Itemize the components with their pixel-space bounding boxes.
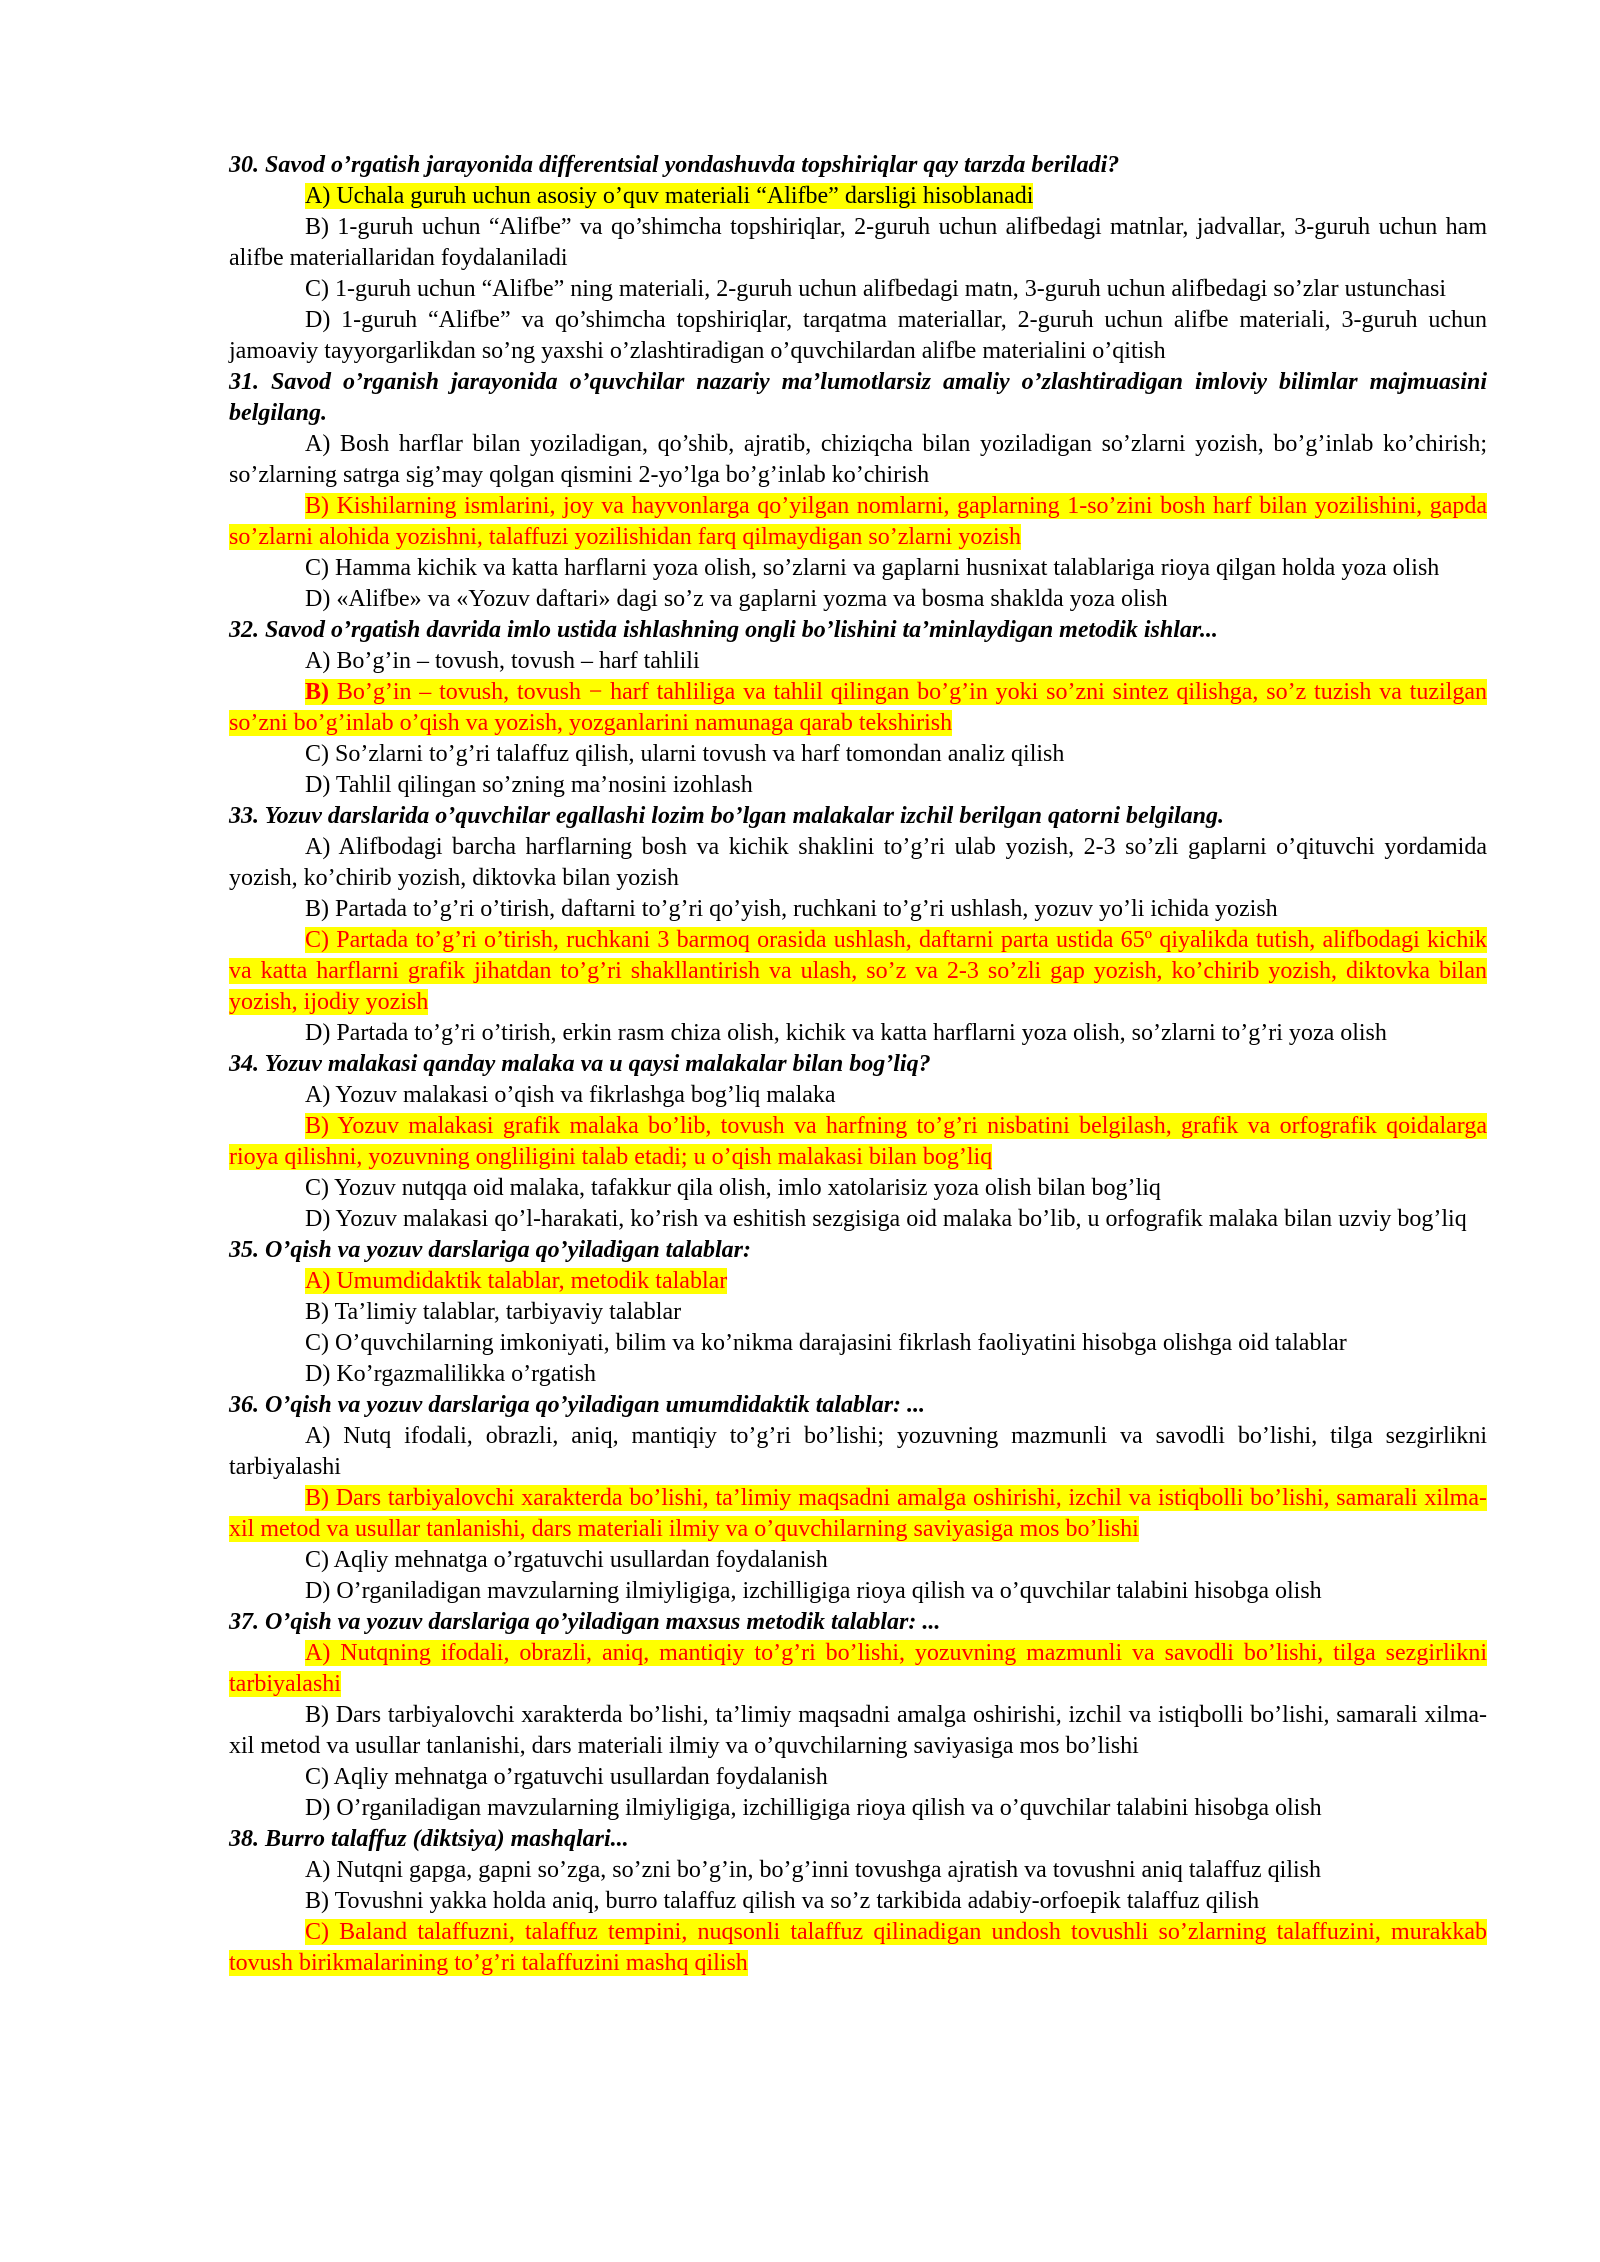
- question-title: 36. O’qish va yozuv darslariga qo’yiladigan umumdidaktik talablar: ...: [229, 1392, 926, 1418]
- answer-option-highlighted: [229, 925, 1487, 1018]
- answer-option: A) Yozuv malakasi o’qish va fikrlashga bog’liq malaka: [305, 1082, 836, 1108]
- answer-option-highlighted: [229, 1638, 1487, 1700]
- answer-option-highlighted: [229, 1111, 1487, 1173]
- answer-option: A) Bosh harflar bilan yoziladigan, qo’shib, ajratib, chiziqcha bilan yoziladigan so’zlarni yozish, bo’g’inlab ko’chirish; so’zlarning satrga sig’may qolgan qismini 2-yo’lga bo’g’inlab ko’chirish: [229, 431, 1487, 488]
- answer-option: D) Tahlil qilingan so’zning ma’nosini izohlash: [305, 772, 753, 798]
- answer-option: D) 1-guruh “Alifbe” va qo’shimcha topshiriqlar, tarqatma materiallar, 2-guruh uchun alifbe materiali, 3-guruh uchun jamoaviy tayyorgarlikdan so’ng yaxshi o’zlashtiradigan o’quvchilardan alifbe materialini o’qitish: [229, 307, 1487, 364]
- answer-option-highlighted: [229, 1266, 1487, 1297]
- answer-option: C) Hamma kichik va katta harflarni yoza olish, so’zlarni va gaplarni husnixat talablariga rioya qilgan holda yoza olish: [305, 555, 1440, 581]
- question-title: 35. O’qish va yozuv darslariga qo’yiladigan talablar:: [229, 1237, 752, 1263]
- highlighted-text: B) Bo’g’in – tovush, tovush − harf tahliliga va tahlil qilingan bo’g’in yoki so’zni sintez qilishga, so’z tuzish va tuzilgan so’zni bo’g’inlab o’qish va yozish, yozganlarini namunaga qarab tekshirish: [229, 679, 1487, 736]
- highlighted-text: A) Umumdidaktik talablar, metodik talablar: [305, 1268, 728, 1294]
- document-page: [229, 150, 1487, 1979]
- question-title: 38. Burro talaffuz (diktsiya) mashqlari...: [229, 1826, 629, 1852]
- answer-option: C) Aqliy mehnatga o’rgatuvchi usullardan foydalanish: [305, 1764, 828, 1790]
- answer-option: C) So’zlarni to’g’ri talaffuz qilish, ularni tovush va harf tomondan analiz qilish: [305, 741, 1065, 767]
- answer-option: A) Nutq ifodali, obrazli, aniq, mantiqiy to’g’ri bo’lishi; yozuvning mazmunli va savodli bo’lishi, tilga sezgirlikni tarbiyalashi: [229, 1423, 1487, 1480]
- answer-option-highlighted: [229, 1483, 1487, 1545]
- highlighted-text: B) Dars tarbiyalovchi xarakterda bo’lishi, ta’limiy maqsadni amalga oshirishi, izchil va istiqbolli bo’lishi, samarali xilma-xil metod va usullar tanlanishi, dars materiali ilmiy va o’quvchilarning saviyasiga mos bo’lishi: [229, 1485, 1487, 1542]
- highlighted-text: B) Yozuv malakasi grafik malaka bo’lib, tovush va harfning to’g’ri nisbatini belgilash, grafik va orfografik qoidalarga rioya qilishni, yozuvning ongliligini talab etadi; u o’qish malakasi bilan bog’liq: [229, 1113, 1487, 1170]
- answer-option: A) Bo’g’in – tovush, tovush – harf tahlili: [305, 648, 700, 674]
- question-title: 34. Yozuv malakasi qanday malaka va u qaysi malakalar bilan bog’liq?: [229, 1051, 931, 1077]
- highlighted-text: C) Partada to’g’ri o’tirish, ruchkani 3 barmoq orasida ushlash, daftarni parta ustida 65º qiyalikda tutish, alifbodagi kichik va katta harflarni grafik jihatdan to’g’ri shakllantirish va ulash, so’z va 2-3 so’zli gap yozish, ko’chirib yozish, diktovka bilan yozish, ijodiy yozish: [229, 927, 1487, 1015]
- question-title: 37. O’qish va yozuv darslariga qo’yiladigan maxsus metodik talablar: ...: [229, 1609, 941, 1635]
- answer-option: D) Ko’rgazmalilikka o’rgatish: [305, 1361, 597, 1387]
- answer-option: C) Yozuv nutqqa oid malaka, tafakkur qila olish, imlo xatolarisiz yoza olish bilan bog’liq: [305, 1175, 1161, 1201]
- answer-option: D) Partada to’g’ri o’tirish, erkin rasm chiza olish, kichik va katta harflarni yoza olish, so’zlarni to’g’ri yoza olish: [305, 1020, 1387, 1046]
- answer-option: B) Partada to’g’ri o’tirish, daftarni to’g’ri qo’yish, ruchkani to’g’ri ushlash, yozuv yo’li ichida yozish: [305, 896, 1278, 922]
- answer-option-highlighted: [229, 677, 1487, 739]
- answer-option: C) O’quvchilarning imkoniyati, bilim va ko’nikma darajasini fikrlash faoliyatini hisobga olishga oid talablar: [305, 1330, 1347, 1356]
- question-title: 30. Savod o’rgatish jarayonida differentsial yondashuvda topshiriqlar qay tarzda beriladi?: [229, 152, 1120, 178]
- answer-option: B) Dars tarbiyalovchi xarakterda bo’lishi, ta’limiy maqsadni amalga oshirishi, izchil va istiqbolli bo’lishi, samarali xilma-xil metod va usullar tanlanishi, dars materiali ilmiy va o’quvchilarning saviyasiga mos bo’lishi: [229, 1702, 1487, 1759]
- question-title: 31. Savod o’rganish jarayonida o’quvchilar nazariy ma’lumotlarsiz amaliy o’zlashtiradigan imloviy bilimlar majmuasini belgilang.: [229, 369, 1487, 426]
- answer-option-highlighted: [229, 491, 1487, 553]
- answer-option-highlighted: [229, 1917, 1487, 1979]
- answer-option: C) 1-guruh uchun “Alifbe” ning materiali, 2-guruh uchun alifbedagi matn, 3-guruh uchun alifbedagi so’zlar ustunchasi: [305, 276, 1446, 302]
- answer-option: B) 1-guruh uchun “Alifbe” va qo’shimcha topshiriqlar, 2-guruh uchun alifbedagi matnlar, jadvallar, 3-guruh uchun ham alifbe materiallaridan foydalaniladi: [229, 214, 1487, 271]
- question-title: 33. Yozuv darslarida o’quvchilar egallashi lozim bo’lgan malakalar izchil berilgan qatorni belgilang.: [229, 803, 1225, 829]
- highlighted-text: C) Baland talaffuzni, talaffuz tempini, nuqsonli talaffuz qilinadigan undosh tovushli so’zlarning talaffuzini, murakkab tovush birikmalarining to’g’ri talaffuzini mashq qilish: [229, 1919, 1487, 1976]
- question-title: 32. Savod o’rgatish davrida imlo ustida ishlashning ongli bo’lishini ta’minlaydigan metodik ishlar...: [229, 617, 1218, 643]
- highlighted-text: A) Uchala guruh uchun asosiy o’quv materiali “Alifbe” darsligi hisoblanadi: [305, 183, 1034, 209]
- answer-option: C) Aqliy mehnatga o’rgatuvchi usullardan foydalanish: [305, 1547, 828, 1573]
- highlighted-text: A) Nutqning ifodali, obrazli, aniq, mantiqiy to’g’ri bo’lishi, yozuvning mazmunli va savodli bo’lishi, tilga sezgirlikni tarbiyalashi: [229, 1640, 1487, 1697]
- answer-option: A) Alifbodagi barcha harflarning bosh va kichik shaklini to’g’ri ulab yozish, 2-3 so’zli gaplarni o’qituvchi yordamida yozish, ko’chirib yozish, diktovka bilan yozish: [229, 834, 1487, 891]
- answer-option: B) Tovushni yakka holda aniq, burro talaffuz qilish va so’z tarkibida adabiy-orfoepik talaffuz qilish: [305, 1888, 1260, 1914]
- answer-option: D) «Alifbe» va «Yozuv daftari» dagi so’z va gaplarni yozma va bosma shaklda yoza olish: [305, 586, 1168, 612]
- answer-option: D) Yozuv malakasi qo’l-harakati, ko’rish va eshitish sezgisiga oid malaka bo’lib, u orfografik malaka bilan uzviy bog’liq: [305, 1206, 1467, 1232]
- answer-option: D) O’rganiladigan mavzularning ilmiyligiga, izchilligiga rioya qilish va o’quvchilar talabini hisobga olish: [305, 1578, 1322, 1604]
- answer-option: B) Ta’limiy talablar, tarbiyaviy talablar: [305, 1299, 682, 1325]
- answer-option: D) O’rganiladigan mavzularning ilmiyligiga, izchilligiga rioya qilish va o’quvchilar talabini hisobga olish: [305, 1795, 1322, 1821]
- answer-option-highlighted: [229, 181, 1487, 212]
- answer-option: A) Nutqni gapga, gapni so’zga, so’zni bo’g’in, bo’g’inni tovushga ajratish va tovushni aniq talaffuz qilish: [305, 1857, 1322, 1883]
- highlighted-text: B) Kishilarning ismlarini, joy va hayvonlarga qo’yilgan nomlarni, gaplarning 1-so’zini bosh harf bilan yozilishini, gapda so’zlarni alohida yozishni, talaffuzi yozilishidan farq qilmaydigan so’zlarni yozish: [229, 493, 1487, 550]
- option-letter: B): [305, 679, 329, 705]
